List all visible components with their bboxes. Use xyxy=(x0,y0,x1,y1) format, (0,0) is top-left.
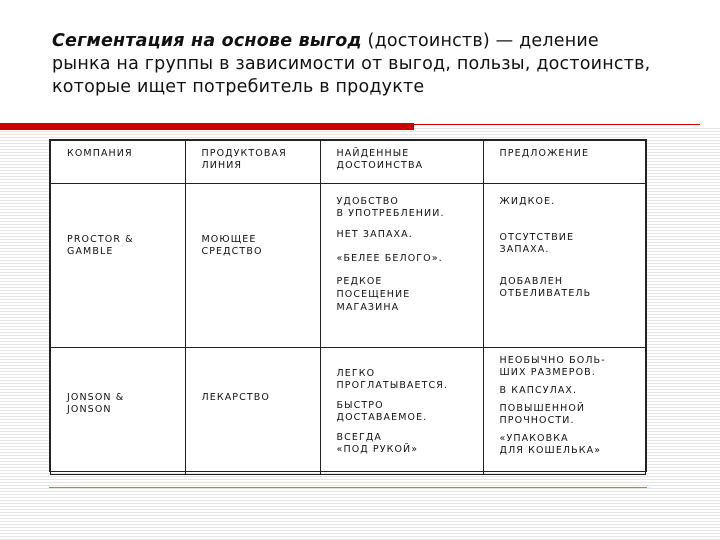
row2-offers xyxy=(484,348,645,457)
row1-benefits xyxy=(321,184,483,314)
benefit-item: «БЕЛЕЕ БЕЛОГО». xyxy=(336,253,443,264)
row1-company: PROCTOR & GAMBLE xyxy=(67,234,134,257)
header-product-line: ПРОДУКТОВАЯ ЛИНИЯ xyxy=(201,148,287,171)
benefit-item: НЕТ ЗАПАХА. xyxy=(336,229,413,240)
offer-item: «УПАКОВКА ДЛЯ КОШЕЛЬКА» xyxy=(499,433,602,456)
offer-item: ЖИДКОЕ. xyxy=(499,196,556,207)
benefit-item: ЛЕГКО ПРОГЛАТЫВАЕТСЯ. xyxy=(336,368,449,391)
slide-title xyxy=(52,30,652,99)
row2-benefits xyxy=(321,348,483,456)
offer-item: ДОБАВЛЕН ОТБЕЛИВАТЕЛЬ xyxy=(499,276,592,299)
offer-item: В КАПСУЛАХ. xyxy=(499,385,578,396)
red-accent-bar xyxy=(0,123,414,130)
header-offer: ПРЕДЛОЖЕНИЕ xyxy=(499,148,590,159)
table-row xyxy=(51,348,646,475)
title-bold-term: Сегментация на основе выгод xyxy=(52,31,362,51)
benefit-item: УДОБСТВО В УПОТРЕБЛЕНИИ. xyxy=(336,196,445,219)
benefit-item: ВСЕГДА «ПОД РУКОЙ» xyxy=(336,432,419,455)
benefit-item: РЕДКОЕ ПОСЕЩЕНИЕ МАГАЗИНА xyxy=(336,276,411,313)
table-row xyxy=(51,184,646,348)
red-accent-line xyxy=(414,124,700,125)
offer-item: ОТСУТСТВИЕ ЗАПАХА. xyxy=(499,232,575,255)
title-definition: (достоинств) — деление рынка на группы в зависимости от выгод, пользы, достоинств, которые ищет потребитель в продукте xyxy=(52,31,651,97)
header-benefits: НАЙДЕННЫЕ ДОСТОИНСТВА xyxy=(336,148,424,171)
row2-product: ЛЕКАРСТВО xyxy=(201,392,270,403)
segmentation-table xyxy=(49,139,647,472)
row1-product: МОЮЩЕЕ СРЕДСТВО xyxy=(201,234,263,257)
table-header-row xyxy=(51,141,646,184)
header-company: КОМПАНИЯ xyxy=(67,148,133,159)
row1-offers xyxy=(484,184,645,300)
benefit-item: БЫСТРО ДОСТАВАЕМОЕ. xyxy=(336,400,428,423)
row2-company: JONSON & JONSON xyxy=(67,392,125,415)
bottom-divider-line xyxy=(49,487,647,488)
offer-item: НЕОБЫЧНО БОЛЬ- ШИХ РАЗМЕРОВ. xyxy=(499,355,606,378)
offer-item: ПОВЫШЕННОЙ ПРОЧНОСТИ. xyxy=(499,403,586,426)
